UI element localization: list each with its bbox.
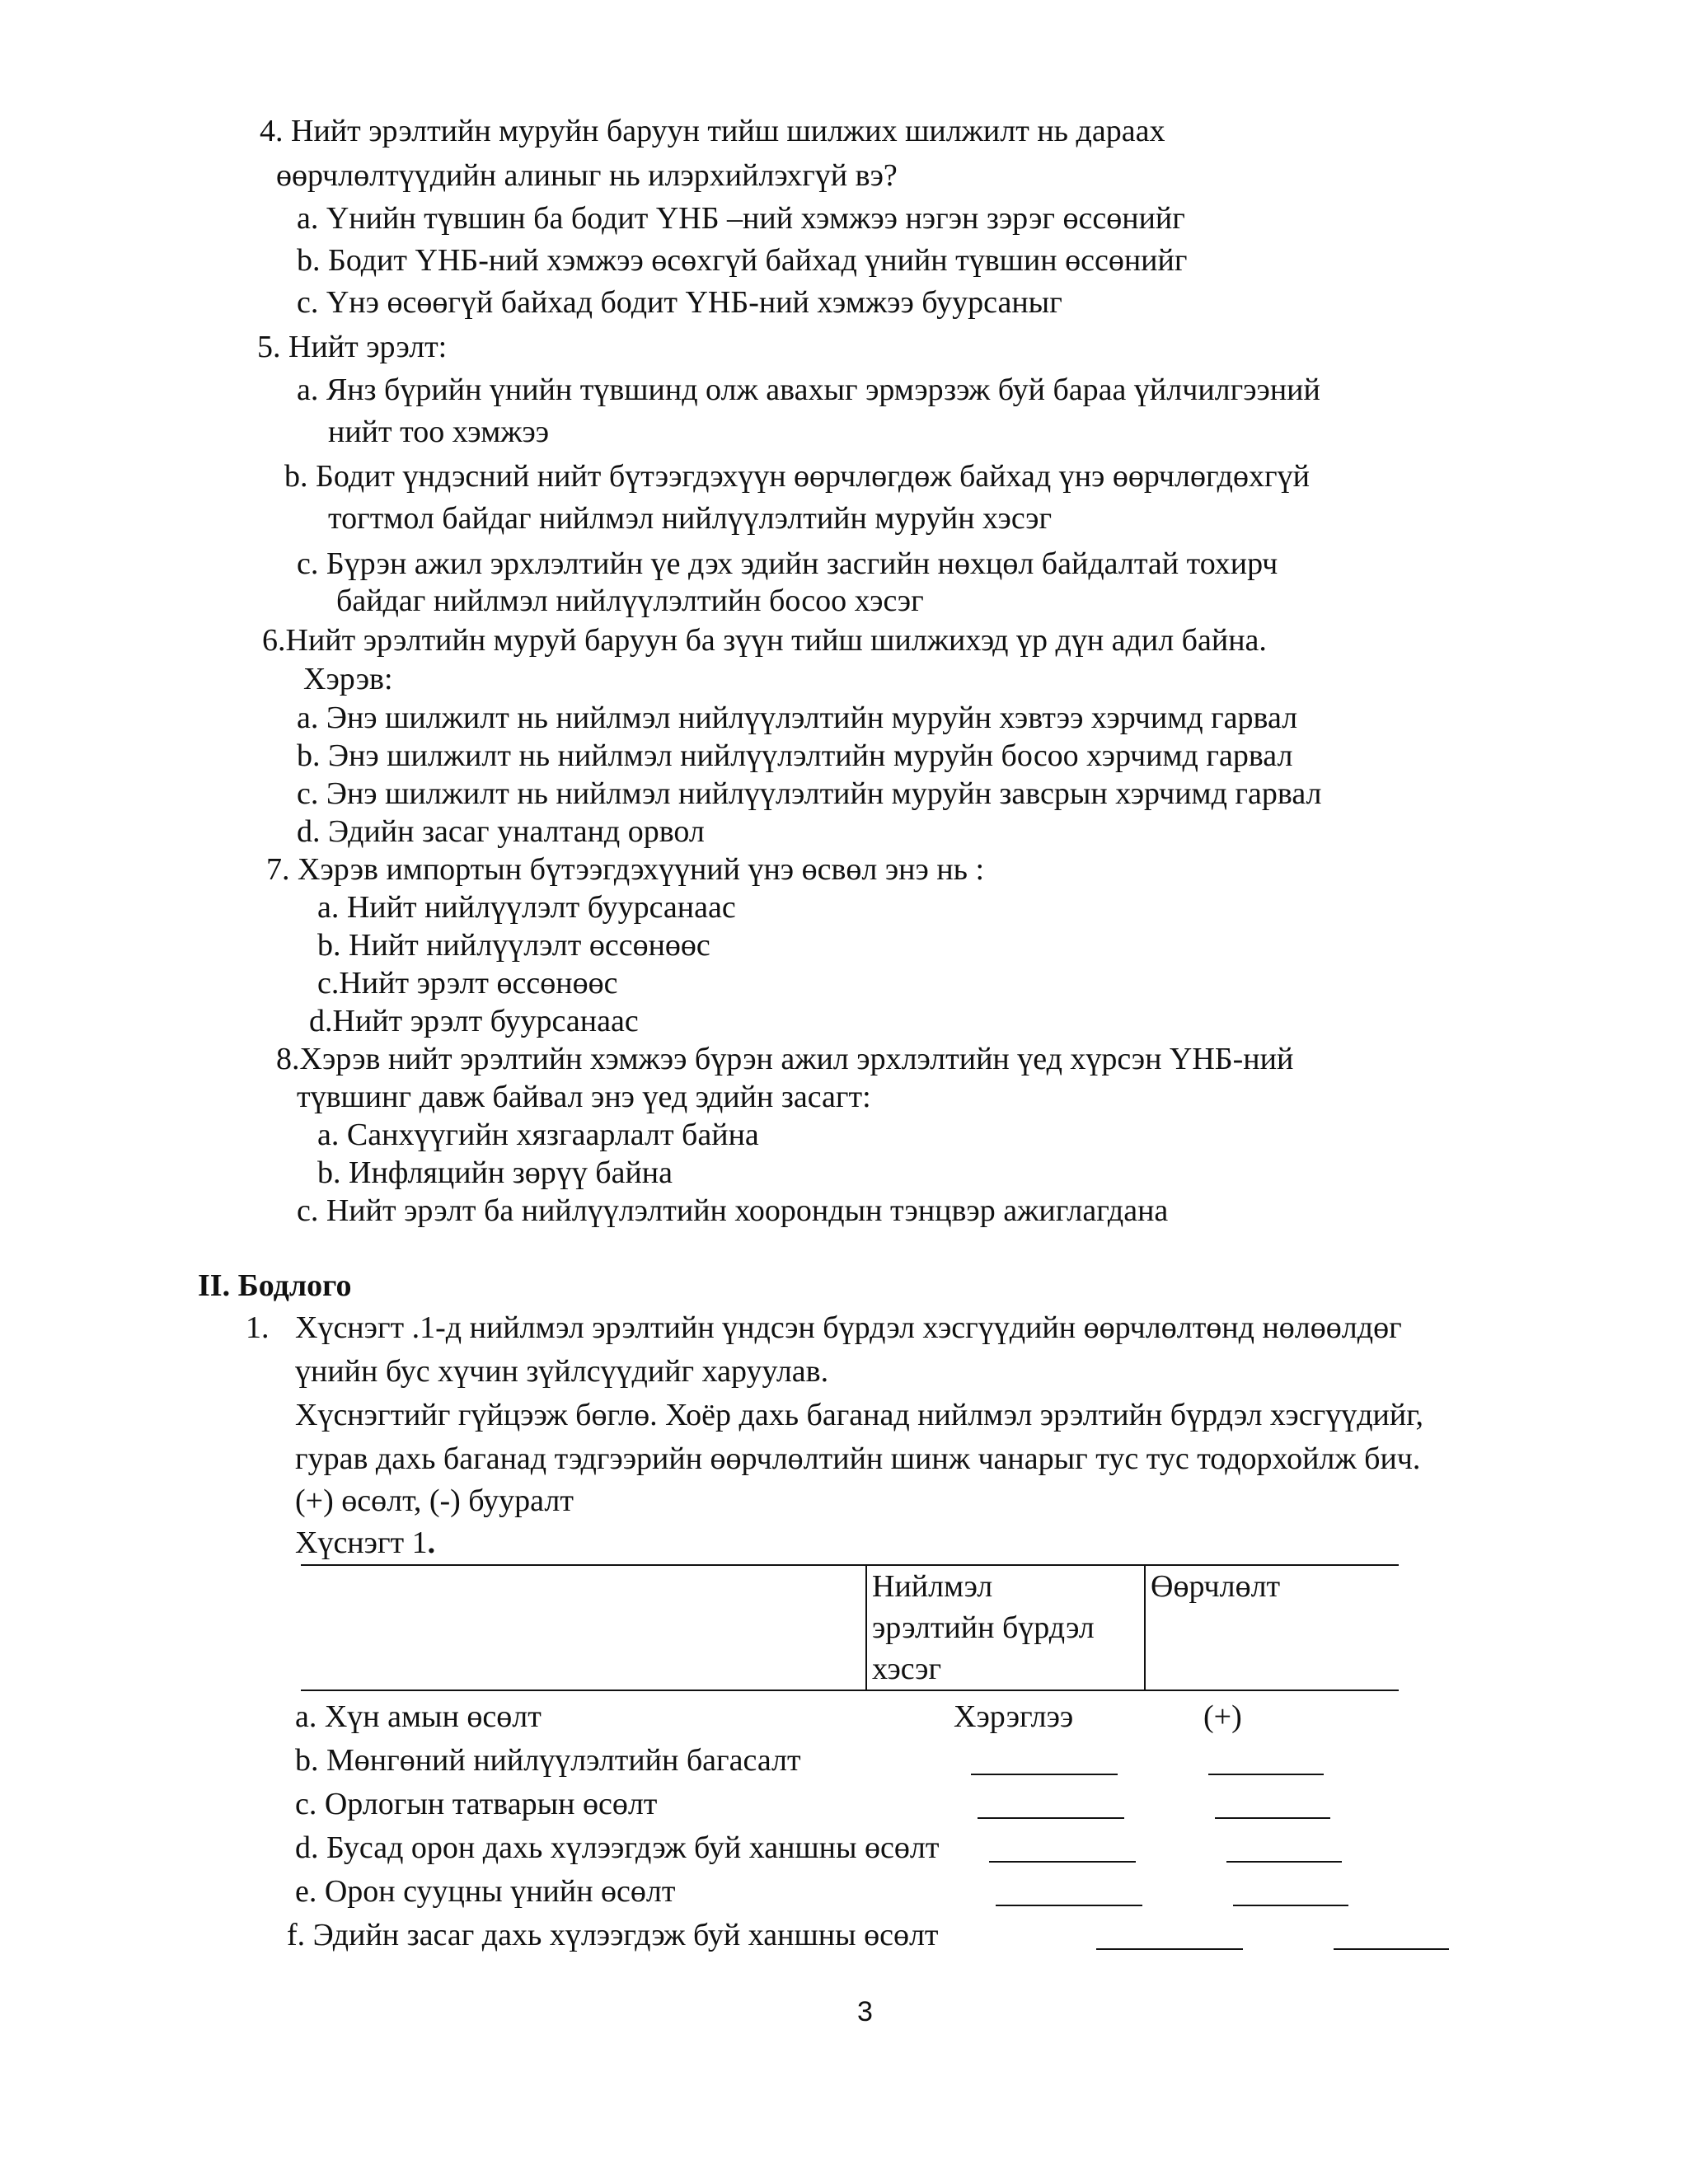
table-row-b-label: b. Мөнгөний нийлүүлэлтийн багасалт — [295, 1743, 801, 1778]
table-row-f-label: f. Эдийн засаг дахь хүлээгдэж буй ханшны өсөлт — [287, 1918, 939, 1952]
q4-option-b: b. Бодит ҮНБ-ний хэмжээ өсөхгүй байхад үнийн түвшин өссөнийг — [297, 243, 1188, 278]
q7-option-c: c.Нийт эрэлт өссөнөөс — [317, 966, 618, 1001]
table-header-component-line3: хэсэг — [872, 1652, 942, 1686]
table-row-c-change-blank[interactable] — [1215, 1789, 1330, 1819]
q4-line1: 4. Нийт эрэлтийн муруйн баруун тийш шилжих шилжилт нь дараах — [260, 114, 1165, 148]
q8-line1: 8.Хэрэв нийт эрэлтийн хэмжээ бүрэн ажил эрхлэлтийн үед хүрсэн ҮНБ-ний — [276, 1042, 1294, 1076]
table-header-change: Өөрчлөлт — [1151, 1569, 1281, 1604]
table-top-rule — [301, 1564, 1399, 1566]
table-col-divider-2 — [1144, 1564, 1146, 1691]
table-caption-text: Хүснэгт 1 — [295, 1526, 428, 1560]
q8-option-a: a. Санхүүгийн хязгаарлалт байна — [317, 1118, 759, 1152]
problem-text-line3: Хүснэгтийг гүйцээж бөглө. Хоёр дахь баганад нийлмэл эрэлтийн бүрдэл хэсгүүдийг, — [295, 1398, 1424, 1432]
table-row-d-label: d. Бусад орон дахь хүлээгдэж буй ханшны өсөлт — [295, 1830, 940, 1865]
q5-option-b-line1: b. Бодит үндэсний нийт бүтээгдэхүүн өөрчлөгдөж байхад үнэ өөрчлөгдөхгүй — [284, 459, 1310, 494]
problem-text-line4: гурав дахь баганад тэдгээрийн өөрчлөлтийн шинж чанарыг тус тус тодорхойлж бич. — [295, 1441, 1421, 1476]
q6-option-a: a. Энэ шилжилт нь нийлмэл нийлүүлэлтийн муруйн хэвтээ хэрчимд гарвал — [297, 701, 1298, 735]
problem-number: 1. — [246, 1310, 270, 1345]
q7-option-d: d.Нийт эрэлт буурсанаас — [309, 1004, 639, 1038]
table-row-a-change: (+) — [1203, 1699, 1242, 1734]
table-row-a-label: a. Хүн амын өсөлт — [295, 1699, 542, 1734]
table-row-c-label: c. Орлогын татварын өсөлт — [295, 1787, 658, 1821]
q6-option-c: c. Энэ шилжилт нь нийлмэл нийлүүлэлтийн муруйн завсрын хэрчимд гарвал — [297, 776, 1322, 811]
table-row-b-component-blank[interactable] — [971, 1746, 1118, 1775]
table-header-component-line2: эрэлтийн бүрдэл — [872, 1610, 1095, 1645]
table-row-e-label: e. Орон сууцны үнийн өсөлт — [295, 1874, 676, 1909]
q7-option-b: b. Нийт нийлүүлэлт өссөнөөс — [317, 928, 710, 963]
q6-option-b: b. Энэ шилжилт нь нийлмэл нийлүүлэлтийн муруйн босоо хэрчимд гарвал — [297, 738, 1293, 773]
q4-option-a: a. Үнийн түвшин ба бодит ҮНБ –ний хэмжээ нэгэн зэрэг өссөнийг — [297, 201, 1185, 236]
q8-option-b: b. Инфляцийн зөрүү байна — [317, 1155, 673, 1190]
q7-title: 7. Хэрэв импортын бүтээгдэхүүний үнэ өсвөл энэ нь : — [266, 852, 985, 887]
table-row-d-component-blank[interactable] — [989, 1833, 1136, 1863]
table-row-f-change-blank[interactable] — [1334, 1920, 1449, 1950]
q6-line1: 6.Нийт эрэлтийн муруй баруун ба зүүн тийш шилжихэд үр дүн адил байна. — [262, 623, 1267, 658]
section-heading: II. Бодлого — [198, 1268, 352, 1303]
q4-option-c: c. Үнэ өсөөгүй байхад бодит ҮНБ-ний хэмжээ буурсаныг — [297, 285, 1062, 320]
q6-option-d: d. Эдийн засаг уналтанд орвол — [297, 814, 705, 849]
q5-title: 5. Нийт эрэлт: — [257, 330, 448, 364]
q8-line2: түвшинг давж байвал энэ үед эдийн засагт: — [297, 1080, 871, 1114]
q6-line2: Хэрэв: — [303, 662, 393, 696]
table-caption — [295, 1524, 435, 1562]
q5-option-c-line2: байдаг нийлмэл нийлүүлэлтийн босоо хэсэг — [336, 583, 924, 618]
table-row-d-change-blank[interactable] — [1226, 1833, 1342, 1863]
table-row-a-component: Хэрэглээ — [954, 1699, 1074, 1734]
q5-option-c-line1: c. Бүрэн ажил эрхлэлтийн үе дэх эдийн засгийн нөхцөл байдалтай тохирч — [297, 546, 1278, 581]
q4-line2: өөрчлөлтүүдийн алиныг нь илэрхийлэхгүй вэ? — [276, 158, 898, 193]
problem-text-line2: үнийн бус хүчин зүйлсүүдийг харуулав. — [295, 1354, 829, 1389]
q5-option-a-line1: a. Янз бүрийн үнийн түвшинд олж авахыг эрмэрзэж буй бараа үйлчилгээний — [297, 373, 1320, 407]
q5-option-b-line2: тогтмол байдаг нийлмэл нийлүүлэлтийн муруйн хэсэг — [328, 501, 1053, 536]
table-row-c-component-blank[interactable] — [978, 1789, 1124, 1819]
table-header-rule — [301, 1690, 1399, 1691]
table-row-f-component-blank[interactable] — [1096, 1920, 1243, 1950]
q7-option-a: a. Нийт нийлүүлэлт буурсанаас — [317, 890, 736, 925]
page-number: 3 — [857, 1996, 873, 2027]
table-caption-dot: . — [427, 1526, 436, 1560]
table-row-e-component-blank[interactable] — [996, 1877, 1142, 1906]
table-col-divider-1 — [865, 1564, 867, 1691]
problem-text-line5: (+) өсөлт, (-) бууралт — [295, 1483, 574, 1518]
table-header-component-line1: Нийлмэл — [872, 1569, 993, 1604]
table-row-b-change-blank[interactable] — [1208, 1746, 1324, 1775]
q8-option-c: c. Нийт эрэлт ба нийлүүлэлтийн хоорондын тэнцвэр ажиглагдана — [297, 1193, 1169, 1228]
problem-text-line1: Хүснэгт .1-д нийлмэл эрэлтийн үндсэн бүрдэл хэсгүүдийн өөрчлөлтөнд нөлөөлдөг — [295, 1310, 1402, 1345]
table-row-e-change-blank[interactable] — [1233, 1877, 1348, 1906]
q5-option-a-line2: нийт тоо хэмжээ — [328, 415, 550, 449]
